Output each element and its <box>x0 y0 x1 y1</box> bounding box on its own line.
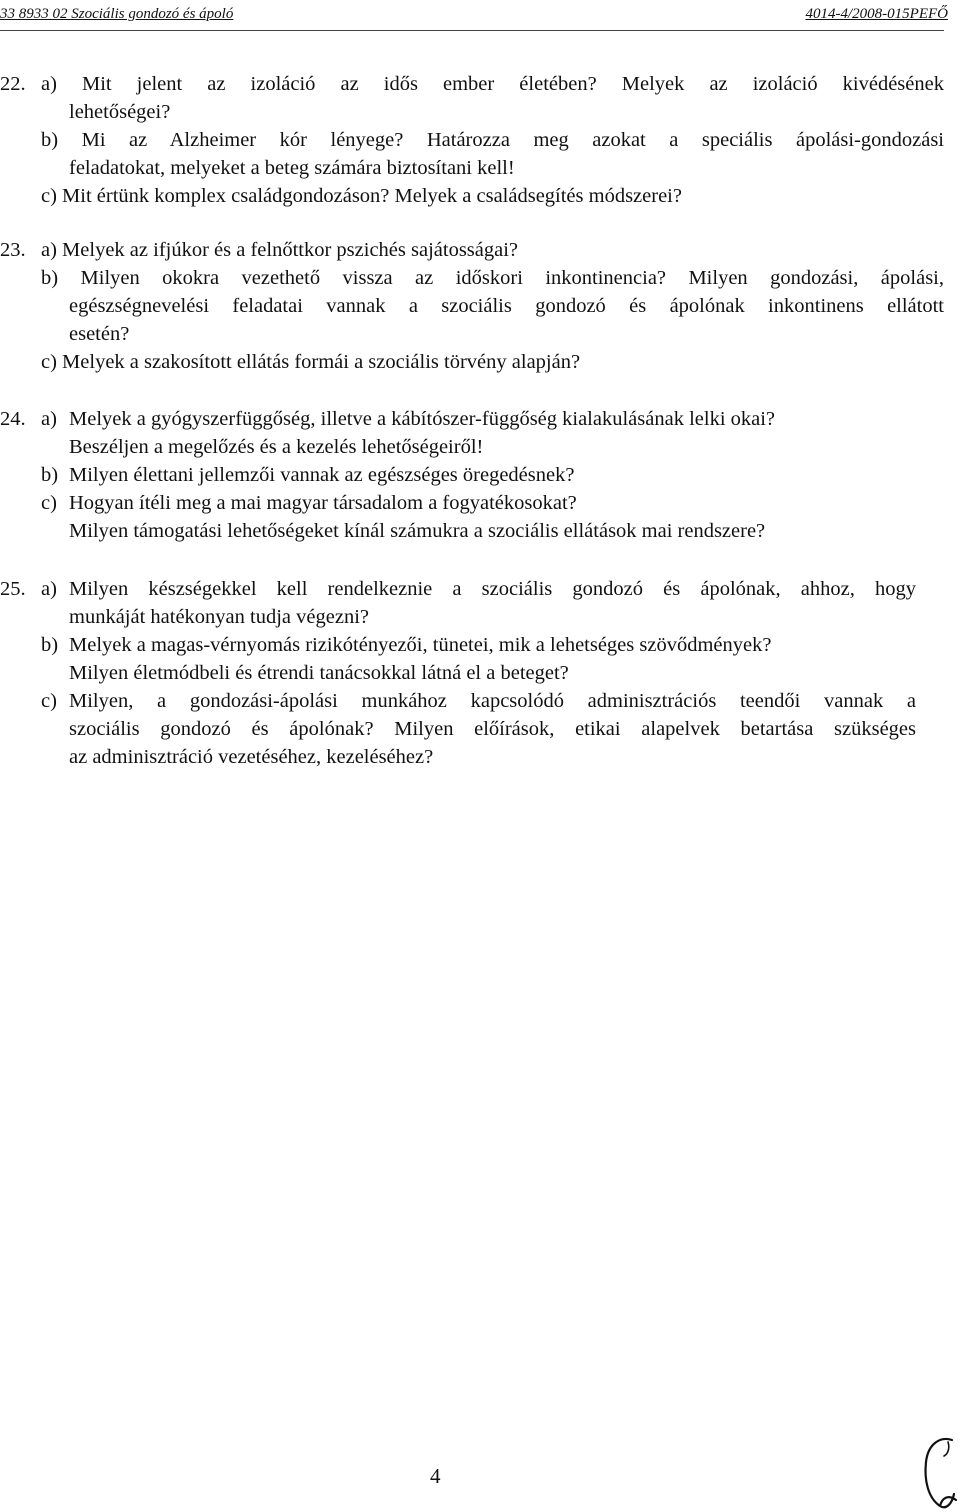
question-23-b-line-3: esetén? <box>69 323 130 345</box>
question-22-c-line-1: c) Mit értünk komplex családgondozáson? Melyek a családsegítés módszerei? <box>41 185 682 207</box>
question-24-b-line-1: Milyen élettani jellemzői vannak az egészséges öregedésnek? <box>69 464 575 486</box>
part-label: c) <box>41 690 57 712</box>
part-label: a) <box>41 408 57 430</box>
question-24-c-line-2: Milyen támogatási lehetőségeket kínál számukra a szociális ellátások mai rendszere? <box>69 520 766 542</box>
header-divider <box>0 30 944 31</box>
question-number: 23. <box>0 239 26 261</box>
question-25-b-line-1: Melyek a magas-vérnyomás rizikótényezői, tünetei, mik a lehetséges szövődmények? <box>69 634 772 656</box>
page-number: 4 <box>430 1464 441 1488</box>
question-25-part-b <box>41 631 944 687</box>
question-25 <box>0 575 944 771</box>
question-24-part-a <box>41 405 944 461</box>
question-22-a-line-1: a) Mit jelent az izoláció az idős ember életében? Melyek az izoláció kivédésének <box>41 73 944 95</box>
question-number: 25. <box>0 578 26 600</box>
question-25-c-line-1: Milyen, a gondozási-ápolási munkához kapcsolódó adminisztrációs teendői vannak a <box>69 690 916 712</box>
question-24-part-b <box>41 461 944 489</box>
question-24 <box>0 405 944 545</box>
question-24-c-line-1: Hogyan ítéli meg a mai magyar társadalom a fogyatékosokat? <box>69 492 577 514</box>
question-22 <box>0 70 944 210</box>
part-label: b) <box>41 464 59 486</box>
question-25-part-c <box>41 687 944 771</box>
question-25-c-line-2: szociális gondozó és ápolónak? Milyen előírások, etikai alapelvek betartása szükséges <box>69 718 916 740</box>
question-23-c-line-1: c) Melyek a szakosított ellátás formái a szociális törvény alapján? <box>41 351 581 373</box>
page-header <box>0 0 960 30</box>
header-document-code: 33 8933 02 Szociális gondozó és ápoló <box>0 6 234 22</box>
part-label: c) <box>41 492 57 514</box>
question-25-b-line-2: Milyen életmódbeli és étrendi tanácsokkal látná el a beteget? <box>69 662 569 684</box>
part-label: b) <box>41 634 59 656</box>
question-25-a-line-2: munkáját hatékonyan tudja végezni? <box>69 606 369 628</box>
question-25-a-line-1: Milyen készségekkel kell rendelkeznie a szociális gondozó és ápolónak, ahhoz, hogy <box>69 578 916 600</box>
question-22-a-line-2: lehetőségei? <box>69 101 171 123</box>
question-22-b-line-2: feladatokat, melyeket a beteg számára biztosítani kell! <box>69 157 515 179</box>
question-24-part-c <box>41 489 944 545</box>
question-25-part-a <box>41 575 944 631</box>
question-23-b-line-2: egészségnevelési feladatai vannak a szociális gondozó és ápolónak inkontinens ellátott <box>69 295 944 317</box>
question-22-b-line-1: b) Mi az Alzheimer kór lényege? Határozza meg azokat a speciális ápolási-gondozási <box>41 129 944 151</box>
question-23 <box>0 236 944 376</box>
header-reference-number: 4014-4/2008-015PEFŐ <box>805 6 948 22</box>
question-23-a-line-1: a) Melyek az ifjúkor és a felnőttkor pszichés sajátosságai? <box>41 239 519 261</box>
handwritten-initial-signature <box>918 1434 960 1512</box>
question-number: 22. <box>0 73 26 95</box>
question-24-a-line-2: Beszéljen a megelőzés és a kezelés lehetőségeiről! <box>69 436 484 458</box>
question-number: 24. <box>0 408 26 430</box>
question-23-b-line-1: b) Milyen okokra vezethető vissza az időskori inkontinencia? Milyen gondozási, ápolási, <box>41 267 944 289</box>
question-25-c-line-3: az adminisztráció vezetéséhez, kezeléséhez? <box>69 746 434 768</box>
part-label: a) <box>41 578 57 600</box>
question-24-a-line-1: Melyek a gyógyszerfüggőség, illetve a kábítószer-függőség kialakulásának lelki okai? <box>69 408 776 430</box>
